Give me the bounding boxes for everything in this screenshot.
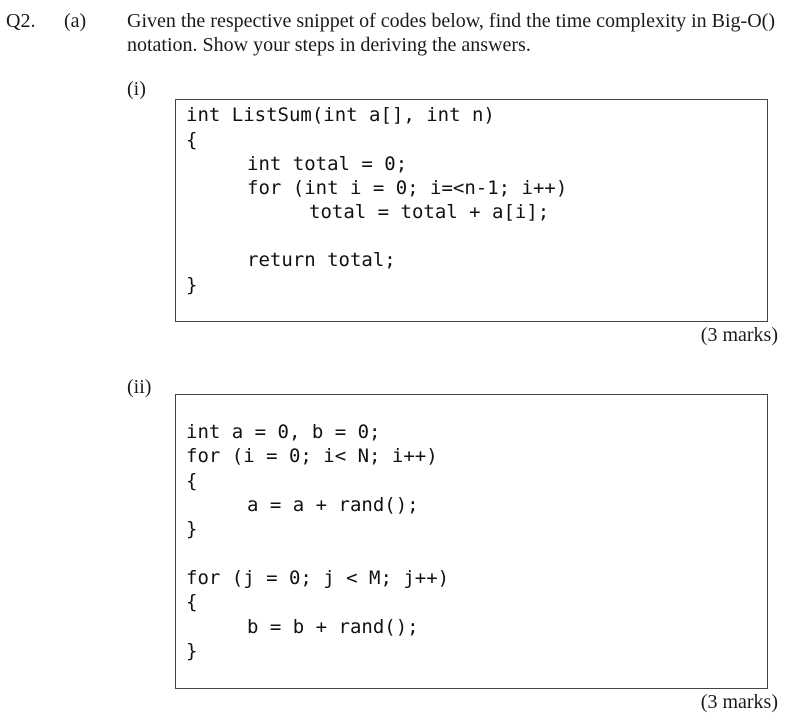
code-line: int total = 0; (247, 153, 408, 175)
question-part-label: (a) (64, 10, 87, 32)
code-line: for (int i = 0; i=<n-1; i++) (247, 177, 568, 199)
code-line: } (186, 518, 198, 540)
code-line: return total; (247, 249, 396, 271)
code-line: total = total + a[i]; (309, 201, 550, 223)
question-number: Q2. (6, 10, 36, 32)
code-line: } (186, 274, 198, 296)
code-line: } (186, 640, 198, 662)
snippet-i-label: (i) (127, 78, 146, 100)
code-line: { (186, 470, 198, 492)
code-box-i (175, 99, 768, 322)
code-line: for (j = 0; j < M; j++) (186, 567, 450, 589)
code-line: b = b + rand(); (247, 616, 419, 638)
marks-i: (3 marks) (700, 324, 778, 346)
snippet-ii-label: (ii) (127, 376, 152, 398)
code-line: int ListSum(int a[], int n) (186, 104, 495, 126)
code-line: { (186, 129, 198, 151)
code-line: int a = 0, b = 0; (186, 421, 381, 443)
marks-ii: (3 marks) (700, 691, 778, 713)
code-line: a = a + rand(); (247, 494, 419, 516)
code-line: for (i = 0; i< N; i++) (186, 445, 438, 467)
code-box-ii (175, 394, 768, 689)
question-text: Given the respective snippet of codes below, find the time complexity in Big-O() notation. Show your steps in deriving the answers. (127, 10, 775, 56)
code-line: { (186, 591, 198, 613)
